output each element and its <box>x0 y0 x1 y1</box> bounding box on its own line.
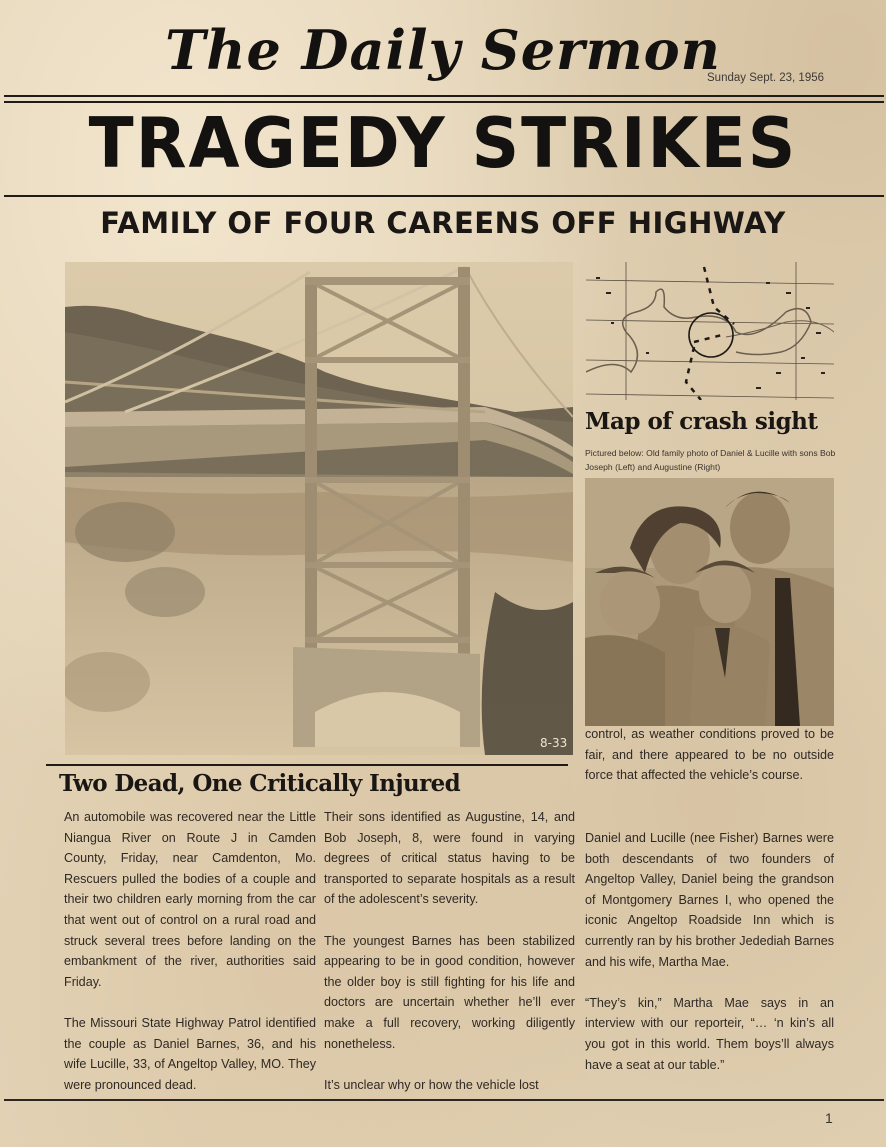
article-column-2 <box>324 807 575 1095</box>
newspaper-masthead: The Daily Sermon <box>165 18 721 82</box>
headline-rule <box>4 195 884 197</box>
masthead-rule-top <box>4 95 884 97</box>
section-rule <box>46 764 568 766</box>
paragraph: Their sons identified as Augustine, 14, and Bob Joseph, 8, were found in varying degrees of critical status having to be transported to separate hospitals as a result of the adolescent’s severity. <box>324 810 575 907</box>
page-number: 1 <box>825 1110 833 1126</box>
footer-rule <box>4 1099 884 1101</box>
paragraph: “They’s kin,” Martha Mae says in an interview with our reporteir, “… ‘n kin’s all you got in this world. Them boys’ll always have a seat at our table.” <box>585 995 834 1072</box>
photo-caption: Pictured below: Old family photo of Daniel & Lucille with sons Bob Joseph (Left) and Augustine (Right) <box>585 448 836 472</box>
article-column-3-continued <box>585 724 834 786</box>
paragraph: The Missouri State Highway Patrol identified the couple as Daniel Barnes, 36, and his wife Lucille, 33, of Angeltop Valley, MO. They were pronounced dead. <box>64 1015 316 1092</box>
crash-map <box>586 262 834 400</box>
paragraph: Daniel and Lucille (nee Fisher) Barnes were both descendants of two founders of Angeltop Valley, Daniel being the grandson of Montgomery Barnes I, who opened the iconic Angeltop Roadside Inn which is currently ran by his brother Jedediah Barnes and his wife, Martha Mae. <box>585 831 834 969</box>
map-title: Map of crash sight <box>585 408 818 435</box>
issue-date: Sunday Sept. 23, 1956 <box>707 72 825 84</box>
paragraph: control, as weather conditions proved to be fair, and there appeared to be no outside force that affected the vehicle’s course. <box>585 727 834 783</box>
svg-text:8-33: 8-33 <box>540 736 568 750</box>
main-headline: TRAGEDY STRIKES <box>88 103 798 184</box>
paragraph: It’s unclear why or how the vehicle lost <box>324 1077 539 1092</box>
article-column-3 <box>585 828 834 1075</box>
sub-headline: FAMILY OF FOUR CAREENS OFF HIGHWAY <box>100 206 786 240</box>
bridge-photo <box>65 262 573 755</box>
article-column-1 <box>64 807 316 1095</box>
paragraph: An automobile was recovered near the Little Niangua River on Route J in Camden County, Friday, near Camdenton, Mo. Rescuers pulled the bodies of a couple and their two children early morning from the car that went out of control on a rural road and struck several trees before landing on the embankment of the river, authorities said Friday. <box>64 810 316 989</box>
family-photo <box>585 478 834 726</box>
article-title: Two Dead, One Critically Injured <box>59 770 461 797</box>
paragraph: The youngest Barnes has been stabilized appearing to be in good condition, however the older boy is still fighting for his life and doctors are uncertain whether he’ll ever make a full recovery, working diligently nonetheless. <box>324 933 575 1051</box>
